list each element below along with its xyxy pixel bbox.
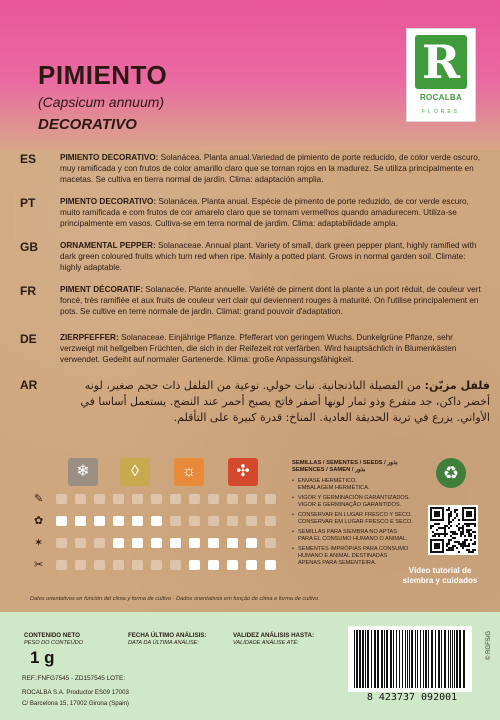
row-harvest	[28, 558, 298, 572]
month-cell	[227, 516, 238, 526]
calendar-note: Datos orientativos en función del clima y forma de cultivo · Dados orientativos em função de clima e forma de cultivo	[30, 596, 319, 602]
row-transplant	[28, 536, 298, 550]
logo-sub: FLORES	[421, 109, 460, 115]
lang-text: ORNAMENTAL PEPPER: Solanaceae. Annual plant. Variety of small, dark green pepper plant, highly ramified with dark green coloured fruits which turn red when ripe. Mainly a potted plant. Grows in normal garden soil. Climate: highly adaptable.	[60, 241, 477, 272]
month-cell	[151, 538, 162, 548]
variety-name: DECORATIVO	[38, 116, 137, 133]
month-cell	[113, 538, 124, 548]
lang-code: DE	[20, 332, 37, 346]
month-cell	[113, 560, 124, 570]
page-title: PIMIENTO	[38, 60, 168, 90]
lang-code: PT	[20, 196, 36, 210]
side-code: © RGFS/G	[486, 630, 492, 660]
month-cell	[170, 494, 181, 504]
month-cell	[151, 560, 162, 570]
address-line: C/ Barcelona 15, 17002 Girona (Spain)	[22, 700, 129, 707]
month-cell	[265, 538, 276, 548]
month-cell	[94, 516, 105, 526]
month-cell	[246, 516, 257, 526]
month-cell	[94, 538, 105, 548]
sun-icon: ☼	[174, 458, 204, 486]
month-cell	[56, 538, 67, 548]
analysis-date-sub: DATA DA ÚLTIMA ANÁLISE:	[128, 640, 199, 646]
maple-leaf-icon: ✣	[228, 458, 258, 486]
logo-r-mark: R	[415, 35, 467, 89]
month-cell	[189, 516, 200, 526]
row-sowing-seedbed	[28, 492, 298, 506]
month-cell	[265, 494, 276, 504]
month-cell	[94, 494, 105, 504]
barcode	[348, 626, 472, 692]
leaf-icon: ◊	[120, 458, 150, 486]
month-cell	[113, 516, 124, 526]
seeds-title: SEMILLAS / SEMENTES / SEEDS / بذور SEMENCES / SAMEN / بذور	[292, 460, 398, 473]
lang-code: AR	[20, 378, 38, 392]
month-cell	[113, 494, 124, 504]
net-content-label: CONTENIDO NETO	[24, 632, 80, 639]
lang-code: GB	[20, 240, 38, 254]
row-sowing-seedbed-icon: ✎	[34, 493, 44, 505]
month-cell	[208, 538, 219, 548]
lang-text: ZIERPFEFFER: Solanaceae. Einjährige Pflanze. Pfefferart von geringem Wuchs. Dunkelgrüne Pflanze, sehr verzweigt mit hellgelben Früchten, die sich in der Reifezeit rot verfärben. Wird hauptsächlich in Blumenkästen verwendet. Gedeiht auf normaler Gartenerde. Klima: große Anpassungsfähigkeit.	[60, 333, 457, 364]
month-cell	[56, 494, 67, 504]
scientific-name: (Capsicum annuum)	[38, 94, 165, 110]
sowing-calendar	[28, 450, 298, 590]
snowflake-icon: ❄	[68, 458, 98, 486]
qr-pattern-icon	[428, 505, 478, 555]
lang-code: ES	[20, 152, 37, 166]
month-cell	[227, 494, 238, 504]
month-cell	[132, 516, 143, 526]
seeds-list-item: • CONSERVAR EN LUGAR FRESCO Y SECO. CONSERVAR EM LUGAR FRESCO E SECO.	[292, 512, 432, 526]
month-cell	[75, 560, 86, 570]
month-cell	[170, 538, 181, 548]
month-cell	[208, 494, 219, 504]
month-cell	[132, 494, 143, 504]
lang-text: PIMIENTO DECORATIVO: Solanácea. Planta anual.Variedad de pimiento de porte reducido, de color verde oscuro, muy ramificada y con frutos de color amarillo claro que se tornan rojos en la madurez. Se utiliza principalmente en macetas. Se cultiva en tierra normal de jardín. Clima: adaptación amplia.	[60, 153, 481, 184]
month-cell	[94, 560, 105, 570]
month-cell	[151, 516, 162, 526]
month-cell	[75, 494, 86, 504]
seeds-list-item: • ENVASE HERMÉTICO. EMBALAGEM HERMÉTICA.	[292, 478, 432, 492]
seeds-list	[292, 478, 432, 567]
month-cell	[189, 494, 200, 504]
video-tutorial-label: Vídeo tutorial de siembra y cuidados	[402, 566, 478, 585]
month-cell	[56, 516, 67, 526]
month-cell	[170, 516, 181, 526]
month-cell	[246, 560, 257, 570]
month-cell	[189, 560, 200, 570]
month-cell	[265, 516, 276, 526]
analysis-date-label: FECHA ÚLTIMO ANÁLISIS:	[128, 632, 207, 639]
barcode-bars-icon	[348, 626, 472, 692]
month-cell	[75, 516, 86, 526]
month-cell	[227, 538, 238, 548]
barcode-number: 8 423737 092001	[366, 692, 458, 703]
month-cell	[227, 560, 238, 570]
net-content-value: 1 g	[30, 648, 55, 667]
row-sowing-direct	[28, 514, 298, 528]
seeds-list-item: • SEMILLAS PARA SIEMBRA NO APTAS PARA EL CONSUMO HUMANO O ANIMAL.	[292, 529, 432, 543]
lang-text: فلفل مزيّن: من الفصيلة الباذنجانية. نبات حولي. نوعية من الفلفل ذات حجم صغير، لونه أخضر داكن، جد متفرع وذو ثمار لونها أصفر فاتح يصبح أحمر عند النضج. يستعمل أساسا في الأواني. يزرع في تربة الحديقة العادية. المناخ: قدرة كبيرة على التأقلم.	[80, 379, 490, 424]
month-cell	[208, 560, 219, 570]
recycle-icon: ♻	[436, 458, 466, 488]
month-cell	[246, 494, 257, 504]
row-harvest-icon: ✂	[34, 559, 44, 571]
lang-text: PIMENTO DECORATIVO: Solanácea. Planta anual. Espécie de pimento de porte reduzido, de cor verde escuro, muito ramificada e com frutos de cor amarelo claro que se tornam vermelhos quando amadurecem. Utiliza-se principalmente em vasos. Cultiva-se em terra normal de jardim. Clima: adaptabilidade ampla.	[60, 197, 469, 228]
month-cell	[56, 560, 67, 570]
seeds-info	[292, 460, 432, 570]
month-cell	[170, 560, 181, 570]
row-transplant-icon: ✶	[34, 537, 44, 549]
logo-brand: ROCALBA	[419, 93, 463, 102]
month-cell	[151, 494, 162, 504]
row-sowing-direct-icon: ✿	[34, 515, 44, 527]
reference-line: REF.:FNFG7545 - ZD157545 LOTE:	[22, 675, 125, 682]
qr-code[interactable]	[428, 505, 478, 555]
month-cell	[265, 560, 276, 570]
month-cell	[75, 538, 86, 548]
month-cell	[132, 560, 143, 570]
analysis-valid-label: VALIDEZ ANÁLISIS HASTA:	[233, 632, 315, 639]
net-content-sub: PESO DO CONTEÚDO	[24, 640, 84, 646]
analysis-valid-sub: VALIDADE ANÁLISE ATÉ:	[233, 640, 299, 646]
header-band	[0, 0, 500, 150]
month-cell	[208, 516, 219, 526]
lang-code: FR	[20, 284, 36, 298]
seeds-list-item: • VIGOR Y GERMINACIÓN GARANTIZADOS. VIGOR E GERMINAÇÃO GARANTIDOS.	[292, 495, 432, 509]
producer-line: ROCALBA S.A. Productor ES09 17003	[22, 689, 129, 696]
lang-text: PIMENT DÉCORATIF: Solanacée. Plante annuelle. Variété de piment dont la plante a un port réduit, de couleur vert foncé, très ramifiée et aux fruits de couleur vert clair qui deviennent rouges à maturité. On l'utilise principalement en pots. Se cultive en terre normale de jardin. Climat: grand pouvoir d'adaptation.	[60, 285, 481, 316]
rocalba-logo	[406, 28, 476, 122]
month-cell	[189, 538, 200, 548]
seeds-list-item: • SEMENTES IMPRÓPIAS PARA CONSUMO HUMANO E ANIMAL DESTINADAS APENAS PARA SEMENTEIRA.	[292, 546, 432, 567]
month-cell	[132, 538, 143, 548]
month-cell	[246, 538, 257, 548]
